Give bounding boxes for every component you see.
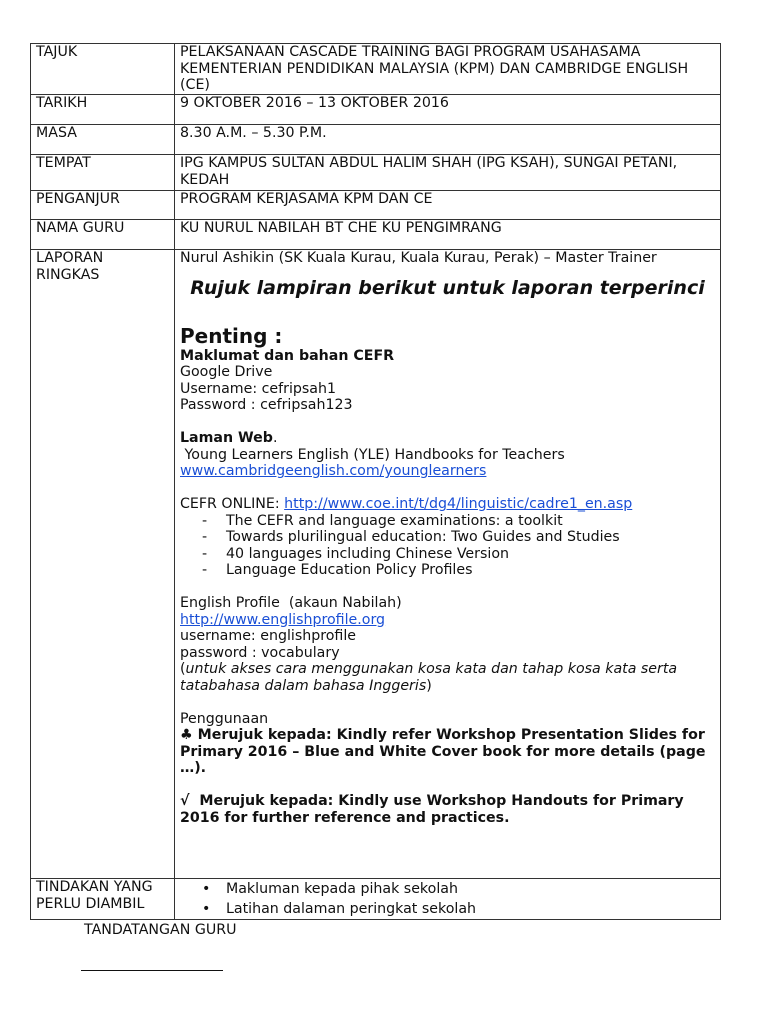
value-penganjur: PROGRAM KERJASAMA KPM DAN CE xyxy=(175,191,721,220)
tindakan-content xyxy=(175,879,721,920)
label-tempat: TEMPAT xyxy=(31,155,175,191)
value-nama-guru: KU NURUL NABILAH BT CHE KU PENGIMRANG xyxy=(175,220,721,250)
drive-username: Username: cefripsah1 xyxy=(180,380,337,397)
laman-web-heading: Laman Web xyxy=(180,430,273,446)
row-masa xyxy=(31,125,721,155)
cefr-resource-list xyxy=(180,513,715,579)
laman-web-dot: . xyxy=(272,430,278,446)
label-tindakan: TINDAKAN YANG PERLU DIAMBIL xyxy=(31,879,175,920)
laman-web-line xyxy=(180,430,715,447)
drive-password: Password : cefripsah123 xyxy=(180,397,353,413)
bullet-icon: • xyxy=(202,881,211,897)
report-title: Rujuk lampiran berikut untuk laporan terperinci xyxy=(190,276,705,299)
club-icon: ♣ xyxy=(180,727,193,743)
english-profile-title: English Profile (akaun Nabilah) xyxy=(180,595,402,611)
label-nama-guru: NAMA GURU xyxy=(31,220,175,250)
tindakan-list xyxy=(180,879,715,919)
list-item: - Language Education Policy Profiles xyxy=(202,562,715,579)
signature-line xyxy=(81,970,223,971)
penggunaan-label: Penggunaan xyxy=(180,710,269,727)
row-tajuk xyxy=(31,44,721,95)
usage-item-1 xyxy=(180,727,715,777)
cefr-online-link[interactable]: http://www.coe.int/t/dg4/linguistic/cadre1_en.asp xyxy=(284,496,633,512)
ep-username: username: englishprofile xyxy=(180,628,357,644)
row-tempat xyxy=(31,155,721,191)
label-tajuk: TAJUK xyxy=(31,44,175,95)
check-icon: √ xyxy=(180,793,190,809)
cefr-heading: Maklumat dan bahan CEFR xyxy=(180,347,395,364)
row-tindakan xyxy=(31,879,721,920)
trainer-line: Nurul Ashikin (SK Kuala Kurau, Kuala Kurau, Perak) – Master Trainer xyxy=(180,250,657,266)
row-tarikh xyxy=(31,95,721,125)
label-laporan: LAPORAN RINGKAS xyxy=(31,250,175,879)
list-item: - The CEFR and language examinations: a toolkit xyxy=(202,513,715,530)
cefr-online-label: CEFR ONLINE: xyxy=(180,496,285,512)
usage-item-2 xyxy=(180,793,715,826)
row-penganjur xyxy=(31,191,721,220)
ep-password: password : vocabulary xyxy=(180,644,340,661)
list-item: - 40 languages including Chinese Version xyxy=(202,546,715,563)
label-penganjur: PENGANJUR xyxy=(31,191,175,220)
english-profile-link[interactable]: http://www.englishprofile.org xyxy=(180,611,386,628)
row-laporan xyxy=(31,250,721,879)
usage-text-1: Merujuk kepada: Kindly refer Workshop Presentation Slides for Primary 2016 – Blue and White Cover book for more details (page …). xyxy=(180,727,706,776)
label-masa: MASA xyxy=(31,125,175,155)
yle-line: Young Learners English (YLE) Handbooks for Teachers xyxy=(180,446,565,463)
cefr-online-line xyxy=(180,496,715,513)
value-tempat: IPG KAMPUS SULTAN ABDUL HALIM SHAH (IPG KSAH), SUNGAI PETANI, KEDAH xyxy=(175,155,721,191)
row-nama-guru xyxy=(31,220,721,250)
ep-note-line: (untuk akses cara menggunakan kosa kata dan tahap kosa kata serta tatabahasa dalam bahasa Inggeris) xyxy=(180,661,678,694)
label-tarikh: TARIKH xyxy=(31,95,175,125)
penting-heading: Penting : xyxy=(180,323,283,348)
tindakan-item-text: Latihan dalaman peringkat sekolah xyxy=(226,901,477,917)
google-drive-label: Google Drive xyxy=(180,364,273,380)
usage-text-2: Merujuk kepada: Kindly use Workshop Handouts for Primary 2016 for further reference and practices. xyxy=(180,793,689,826)
value-tajuk: PELAKSANAAN CASCADE TRAINING BAGI PROGRAM USAHASAMA KEMENTERIAN PENDIDIKAN MALAYSIA (KPM) DAN CAMBRIDGE ENGLISH (CE) xyxy=(175,44,721,95)
bullet-icon: • xyxy=(202,901,211,917)
tindakan-item-text: Makluman kepada pihak sekolah xyxy=(226,881,458,897)
ep-note: untuk akses cara menggunakan kosa kata dan tahap kosa kata serta tatabahasa dalam bahasa Inggeris xyxy=(180,661,678,694)
value-tarikh: 9 OKTOBER 2016 – 13 OKTOBER 2016 xyxy=(175,95,721,125)
list-item xyxy=(202,879,715,899)
list-item: - Towards plurilingual education: Two Guides and Studies xyxy=(202,529,715,546)
report-form-table xyxy=(30,43,721,920)
list-item xyxy=(202,899,715,919)
signature-label: TANDATANGAN GURU xyxy=(84,922,237,938)
cambridge-link[interactable]: www.cambridgeenglish.com/younglearners xyxy=(180,463,487,479)
laporan-content xyxy=(175,250,721,879)
value-masa: 8.30 A.M. – 5.30 P.M. xyxy=(175,125,721,155)
